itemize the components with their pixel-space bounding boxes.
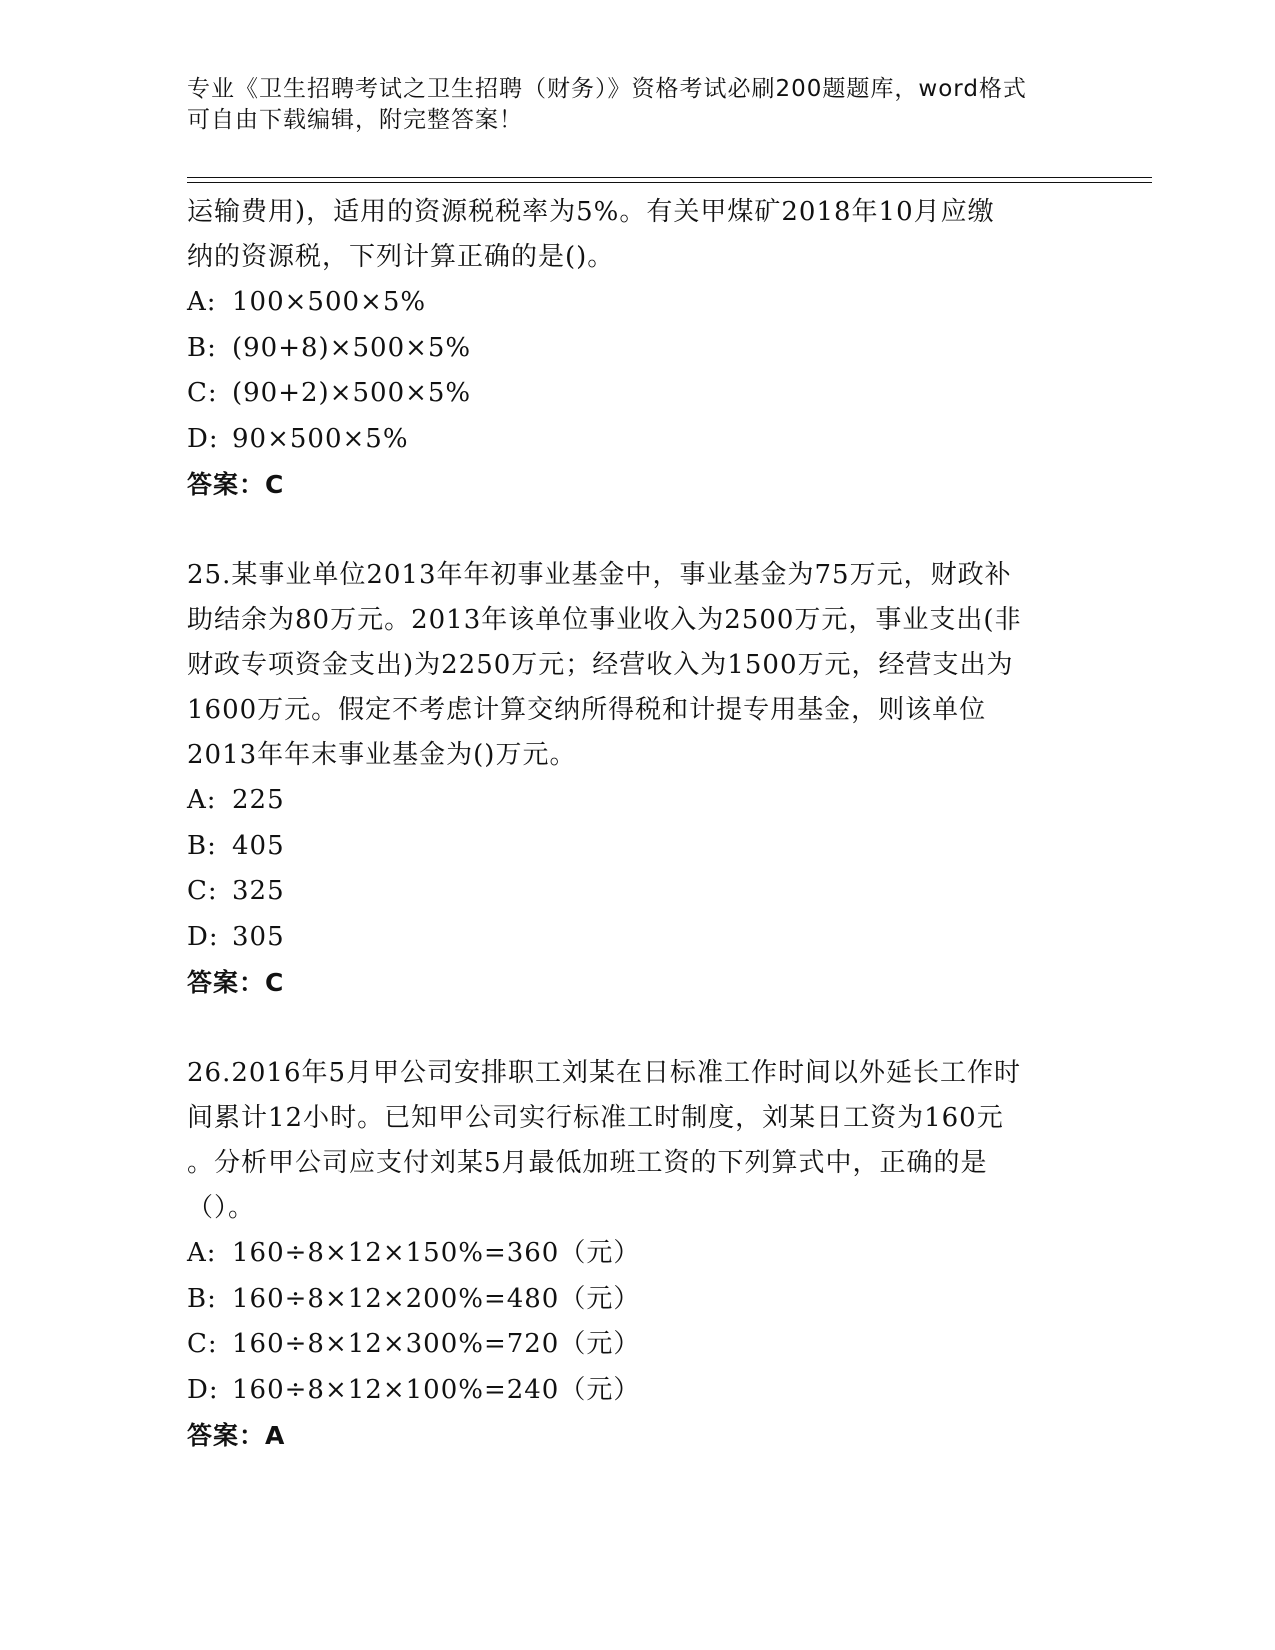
spacer <box>187 507 1087 553</box>
option-text: (90+8)×500×5% <box>232 332 472 363</box>
option-b <box>187 1277 1087 1323</box>
option-b <box>187 326 1087 372</box>
option-letter: D: <box>187 1374 219 1405</box>
option-text: 90×500×5% <box>232 423 409 454</box>
option-c <box>187 1322 1087 1368</box>
option-text: (90+2)×500×5% <box>232 378 472 408</box>
document-body <box>187 190 1087 1458</box>
option-text: 160÷8×12×200%=480（元） <box>232 1283 641 1314</box>
question-text-line: 纳的资源税，下列计算正确的是()。 <box>187 242 615 272</box>
option-letter: B: <box>187 1283 217 1314</box>
option-text: 225 <box>232 785 285 815</box>
question-text-line: 助结余为80万元。2013年该单位事业收入为2500万元，事业支出(非 <box>187 605 1022 635</box>
question-text-line: 25.某事业单位2013年年初事业基金中，事业基金为75万元，财政补 <box>187 560 1012 590</box>
option-text: 325 <box>232 876 285 906</box>
option-letter: A: <box>187 287 217 317</box>
question-text-line: 运输费用)，适用的资源税税率为5%。有关甲煤矿2018年10月应缴 <box>187 197 995 227</box>
document-header <box>187 74 1067 136</box>
answer-line: 答案：C <box>187 470 285 499</box>
option-letter: B: <box>187 332 217 363</box>
option-d <box>187 915 1087 961</box>
option-letter: A: <box>187 785 217 815</box>
header-title-line1: 专业《卫生招聘考试之卫生招聘（财务）》资格考试必刷200题题库，word格式 <box>187 76 1027 102</box>
question-text-line: 。分析甲公司应支付刘某5月最低加班工资的下列算式中，正确的是 <box>187 1148 988 1178</box>
option-letter: C: <box>187 876 218 906</box>
option-text: 405 <box>232 830 285 861</box>
question-text-line: 2013年年末事业基金为()万元。 <box>187 740 577 770</box>
option-c <box>187 371 1087 417</box>
option-text: 160÷8×12×150%=360（元） <box>232 1238 641 1268</box>
option-a <box>187 280 1087 326</box>
question-text-line: 1600万元。假定不考虑计算交纳所得税和计提专用基金，则该单位 <box>187 695 987 725</box>
header-divider-top <box>187 177 1152 178</box>
option-letter: C: <box>187 1329 218 1359</box>
option-b <box>187 824 1087 870</box>
header-divider-bottom <box>187 182 1152 183</box>
option-a <box>187 778 1087 824</box>
question-24-continuation <box>187 190 1087 507</box>
option-text: 305 <box>232 921 285 952</box>
question-text-line: （）。 <box>187 1193 256 1223</box>
option-letter: D: <box>187 921 219 952</box>
option-text: 160÷8×12×100%=240（元） <box>232 1374 641 1405</box>
option-letter: D: <box>187 423 219 454</box>
option-letter: A: <box>187 1238 217 1268</box>
option-text: 160÷8×12×300%=720（元） <box>232 1329 641 1359</box>
option-letter: B: <box>187 830 217 861</box>
header-title-line2: 可自由下载编辑，附完整答案！ <box>187 107 523 133</box>
option-letter: C: <box>187 378 218 408</box>
option-c <box>187 869 1087 915</box>
question-text-line: 间累计12小时。已知甲公司实行标准工时制度，刘某日工资为160元 <box>187 1103 1004 1133</box>
question-text-line: 财政专项资金支出)为2250万元；经营收入为1500万元，经营支出为 <box>187 650 1014 680</box>
answer-line: 答案：A <box>187 1421 286 1450</box>
question-25 <box>187 553 1087 1005</box>
option-a <box>187 1231 1087 1277</box>
question-26 <box>187 1051 1087 1458</box>
option-d <box>187 417 1087 463</box>
option-text: 100×500×5% <box>232 287 427 317</box>
option-d <box>187 1368 1087 1414</box>
question-text-line: 26.2016年5月甲公司安排职工刘某在日标准工作时间以外延长工作时 <box>187 1058 1022 1088</box>
spacer <box>187 1005 1087 1051</box>
answer-line: 答案：C <box>187 968 285 997</box>
